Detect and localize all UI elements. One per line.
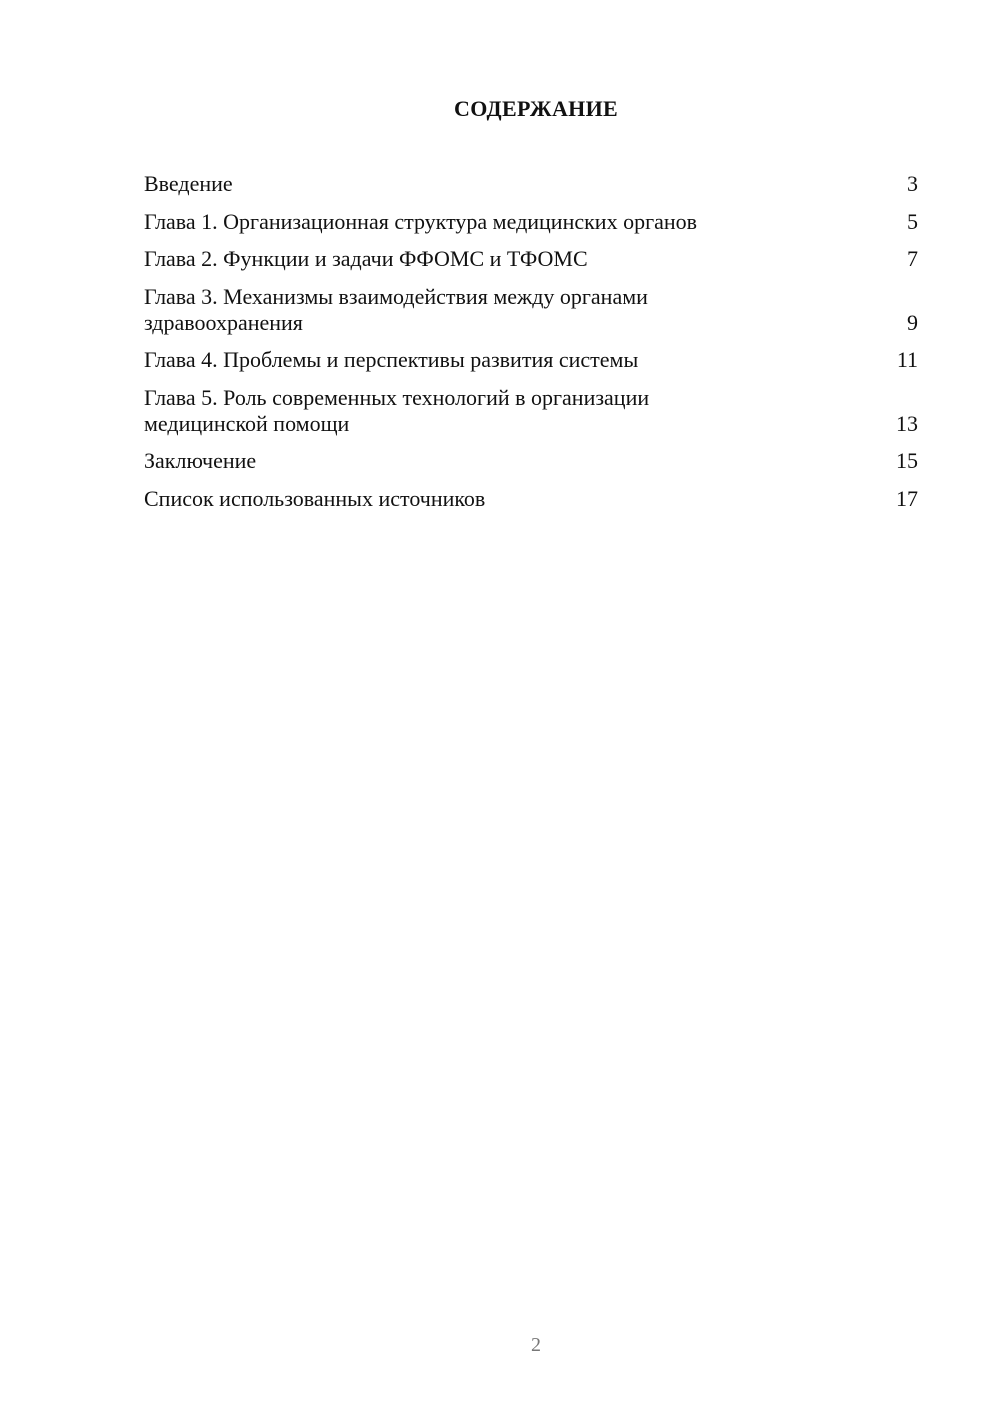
toc-heading: СОДЕРЖАНИЕ [454,96,618,121]
toc-entry-introduction [144,171,918,197]
toc-entry-chapter-1 [144,209,918,235]
toc-entry-page: 15 [896,448,918,473]
toc-entry-conclusion [144,448,918,474]
toc-entry-page: 17 [896,485,918,511]
toc-entry-title: Заключение [144,448,257,473]
toc-entry-page: 5 [907,208,918,234]
toc-entry-title: Глава 1. Организационная структура медицинских органов [144,208,698,234]
toc-entry-chapter-2 [144,246,918,272]
toc-entry-page: 9 [907,309,918,335]
toc-entry-references [144,486,918,512]
toc-entry-title: Введение [144,171,233,196]
toc-entry-page: 13 [896,410,918,436]
toc-entry-chapter-4 [144,347,918,373]
toc-entry-chapter-5 [144,385,918,437]
toc-entry-page: 7 [907,246,918,271]
toc-entry-chapter-3 [144,284,918,336]
toc-entry-title: Глава 5. Роль современных технологий в организации медицинской помощи [144,384,650,436]
toc-entry-title: Глава 4. Проблемы и перспективы развития системы [144,347,639,372]
table-of-contents [144,171,918,523]
toc-entry-title: Список использованных источников [144,485,486,511]
toc-entry-title: Глава 2. Функции и задачи ФФОМС и ТФОМС [144,246,588,271]
page-number: 2 [531,1334,541,1356]
toc-entry-page: 11 [896,347,918,372]
toc-entry-page: 3 [907,171,918,196]
toc-entry-title: Глава 3. Механизмы взаимодействия между органами здравоохранения [144,283,648,335]
